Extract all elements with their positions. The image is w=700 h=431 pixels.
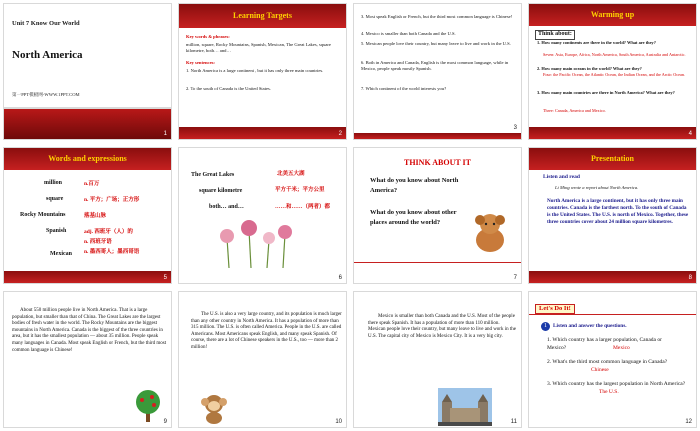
slide-thumbnail-7[interactable] [353,147,522,284]
slide-number: 10 [335,419,342,425]
vocab-meaning: n. 平方；广场；正方形 [84,197,140,203]
answer-text: Mexico [613,345,630,351]
slide-title: Let's Do It! [535,304,575,314]
slide-number: 8 [688,275,692,281]
slide-footer-band [529,271,696,283]
unit-title: Unit 7 Know Our World [12,20,80,27]
slide-number: 7 [513,275,517,281]
text-line: 3. Most speak English or French, but the third most common language is Chinese! [361,14,513,19]
vocab-word: Rocky Mountains [20,212,66,218]
slide-subtitle: Li Ming wrote a report about North America. [555,185,639,190]
text-line: 5. Mexican people love their country, but many leave to live and work in the U.S. [361,41,511,46]
vocab-word: The Great Lakes [191,172,235,178]
slide-thumbnail-6[interactable] [178,147,347,284]
cathedral-photo [438,388,492,426]
slide-footer-band [4,271,171,283]
vocab-word: Mexican [50,251,72,257]
slide-footer-band [354,133,521,139]
instruction-label: Listen and answer the questions. [553,323,627,329]
slide-title: Words and expressions [48,154,127,163]
slide-thumbnail-10[interactable] [178,291,347,428]
slide-thumbnail-3[interactable] [353,3,522,140]
slide-footer-band [179,127,346,139]
vocab-word: Spanish [46,228,67,234]
step-badge: 1 [541,322,550,331]
vocab-meaning: 北美五大湖 [277,171,305,177]
vocab-meaning: n. 墨西哥人；墨西哥语 [84,249,140,255]
question-text: 1. How many continents are there in the world? What are they? [537,40,656,45]
slide-title: Presentation [591,154,634,163]
slide-number: 9 [163,419,167,425]
reading-text: The U.S. is also a very large country, and its population is much larger than any other country in North America. It has a population of more than 315 million. The U.S. is often called America. People in the U.S. are called Americans. Most Americans speak English, and many speak Spanish. Of course, there are a lot of Chinese speakers in the U.S., too — more than 2 million! [191,312,342,350]
vocab-meaning: 落基山脉 [84,213,107,219]
slide-number: 1 [163,131,167,137]
slide-thumbnail-4[interactable] [528,3,697,140]
vocab-word: square [46,196,64,202]
slide-thumbnail-11[interactable] [353,291,522,428]
slide-number: 3 [513,125,517,131]
slide-title: THINK ABOUT IT [404,158,471,167]
reading-text: North America is a large continent, but it has only three main countries. Canada is the farthest north. To the south of Canada is the United States. The U.S. is north of Mexico. Together, these three countries cover about 24 million square kilometres. [547,198,689,226]
think-about-label: Think about: [535,30,575,40]
vocab-word: both… and… [209,204,244,210]
text-line: 7. Which continent of the world interests you? [361,86,447,91]
slide-number: 12 [685,419,692,425]
vocab-meaning: adj. 西班牙（人）的 [84,229,133,235]
slide-number: 4 [688,131,692,137]
text-line: Key words & phrases: [186,34,230,39]
answer-text: Four: the Pacific Ocean, the Atlantic Ocean, the Indian Ocean, and the Arctic Ocean. [543,72,685,77]
tree-illustration [132,388,164,424]
slide-title: North America [12,49,83,61]
text-line: 2. To the south of Canada is the United States. [186,86,271,91]
slide-title: Warming up [590,10,635,19]
vocab-meaning: n. 西班牙语 [84,239,112,245]
text-line: 4. Mexico is smaller than both Canada and the U.S. [361,31,456,36]
text-line: 6. Both in America and Canada, English is the most common language, while in Mexico, people speak mostly Spanish. [361,60,509,71]
answer-text: The U.S. [599,389,619,395]
text-line: million, square, Rocky Mountains, Spanish, Mexican, The Great Lakes, square kilometre, both… and… [186,42,331,53]
answer-text: Seven: Asia, Europe, Africa, North America, South America, Australia and Antarctic. [543,52,686,57]
vocab-meaning: n.百万 [84,181,100,187]
question-text: 3. Which country has the largest population in North America? [547,381,686,387]
vocab-meaning: ……和……（两者）都 [275,204,331,210]
slide-footer-band [4,109,171,139]
slide-thumbnail-2[interactable] [178,3,347,140]
slide-number: 5 [163,275,167,281]
slide-title: Learning Targets [233,11,292,20]
question-text: What do you know about other places around the world? [370,209,457,226]
slide-thumbnail-12[interactable] [528,291,697,428]
slide-thumbnail-1[interactable] [3,3,172,140]
vocab-word: square kilometre [199,188,243,194]
slide-thumbnail-9[interactable] [3,291,172,428]
slide-number: 11 [510,419,517,425]
answer-text: Three: Canada, America and Mexico. [543,108,606,113]
vocab-meaning: 平方千米；平方公里 [275,187,325,193]
slide-number: 6 [338,275,342,281]
vocab-word: million [44,180,63,186]
question-text: 2. What's the third most common language in Canada? [547,359,668,365]
question-text: 2. How many main oceans in the world? What are they? [537,66,642,71]
slide-thumbnail-5[interactable] [3,147,172,284]
text-line: 1. North America is a large continent , but it has only three main countries. [186,68,324,73]
reading-text: Mexico is smaller than both Canada and the U.S. Most of the people there speak Spanish. It has a population of more than 110 million. Mexican people love their country, but many leave to live and work in the U.S. The capital city of Mexico is Mexico City. It is a very big city. [368,314,516,339]
watermark-text: 第一PPT模板网-WWW.1PPT.COM [12,92,80,97]
monkey-illustration [199,392,229,424]
slide-footer-band [529,127,696,139]
slide-thumbnail-8[interactable] [528,147,697,284]
reading-text: About 550 million people live in North America. That is a large population, but smaller than that of China. The Great Lakes are the largest bodies of fresh water in the world. The Rocky Mountains are the biggest mountains in North America. Canada is the biggest of the three countries in area, but it has the smallest population — about 35 million. People speak many languages in Canada. Most speak English or French, but the third most common language is Chinese! [12,308,167,353]
flowers-illustration [209,218,299,268]
slide-number: 2 [338,131,342,137]
text-line: Key sentences: [186,60,215,65]
question-text: 3. How many main countries are there in North America? What are they? [537,90,675,95]
question-text: What do you know about North America? [370,177,459,194]
question-text: 1. Which country has a larger population, Canada or Mexico? [547,337,662,352]
answer-text: Chinese [591,367,609,373]
dog-illustration [470,210,510,254]
listen-read-label: Listen and read [543,174,580,180]
